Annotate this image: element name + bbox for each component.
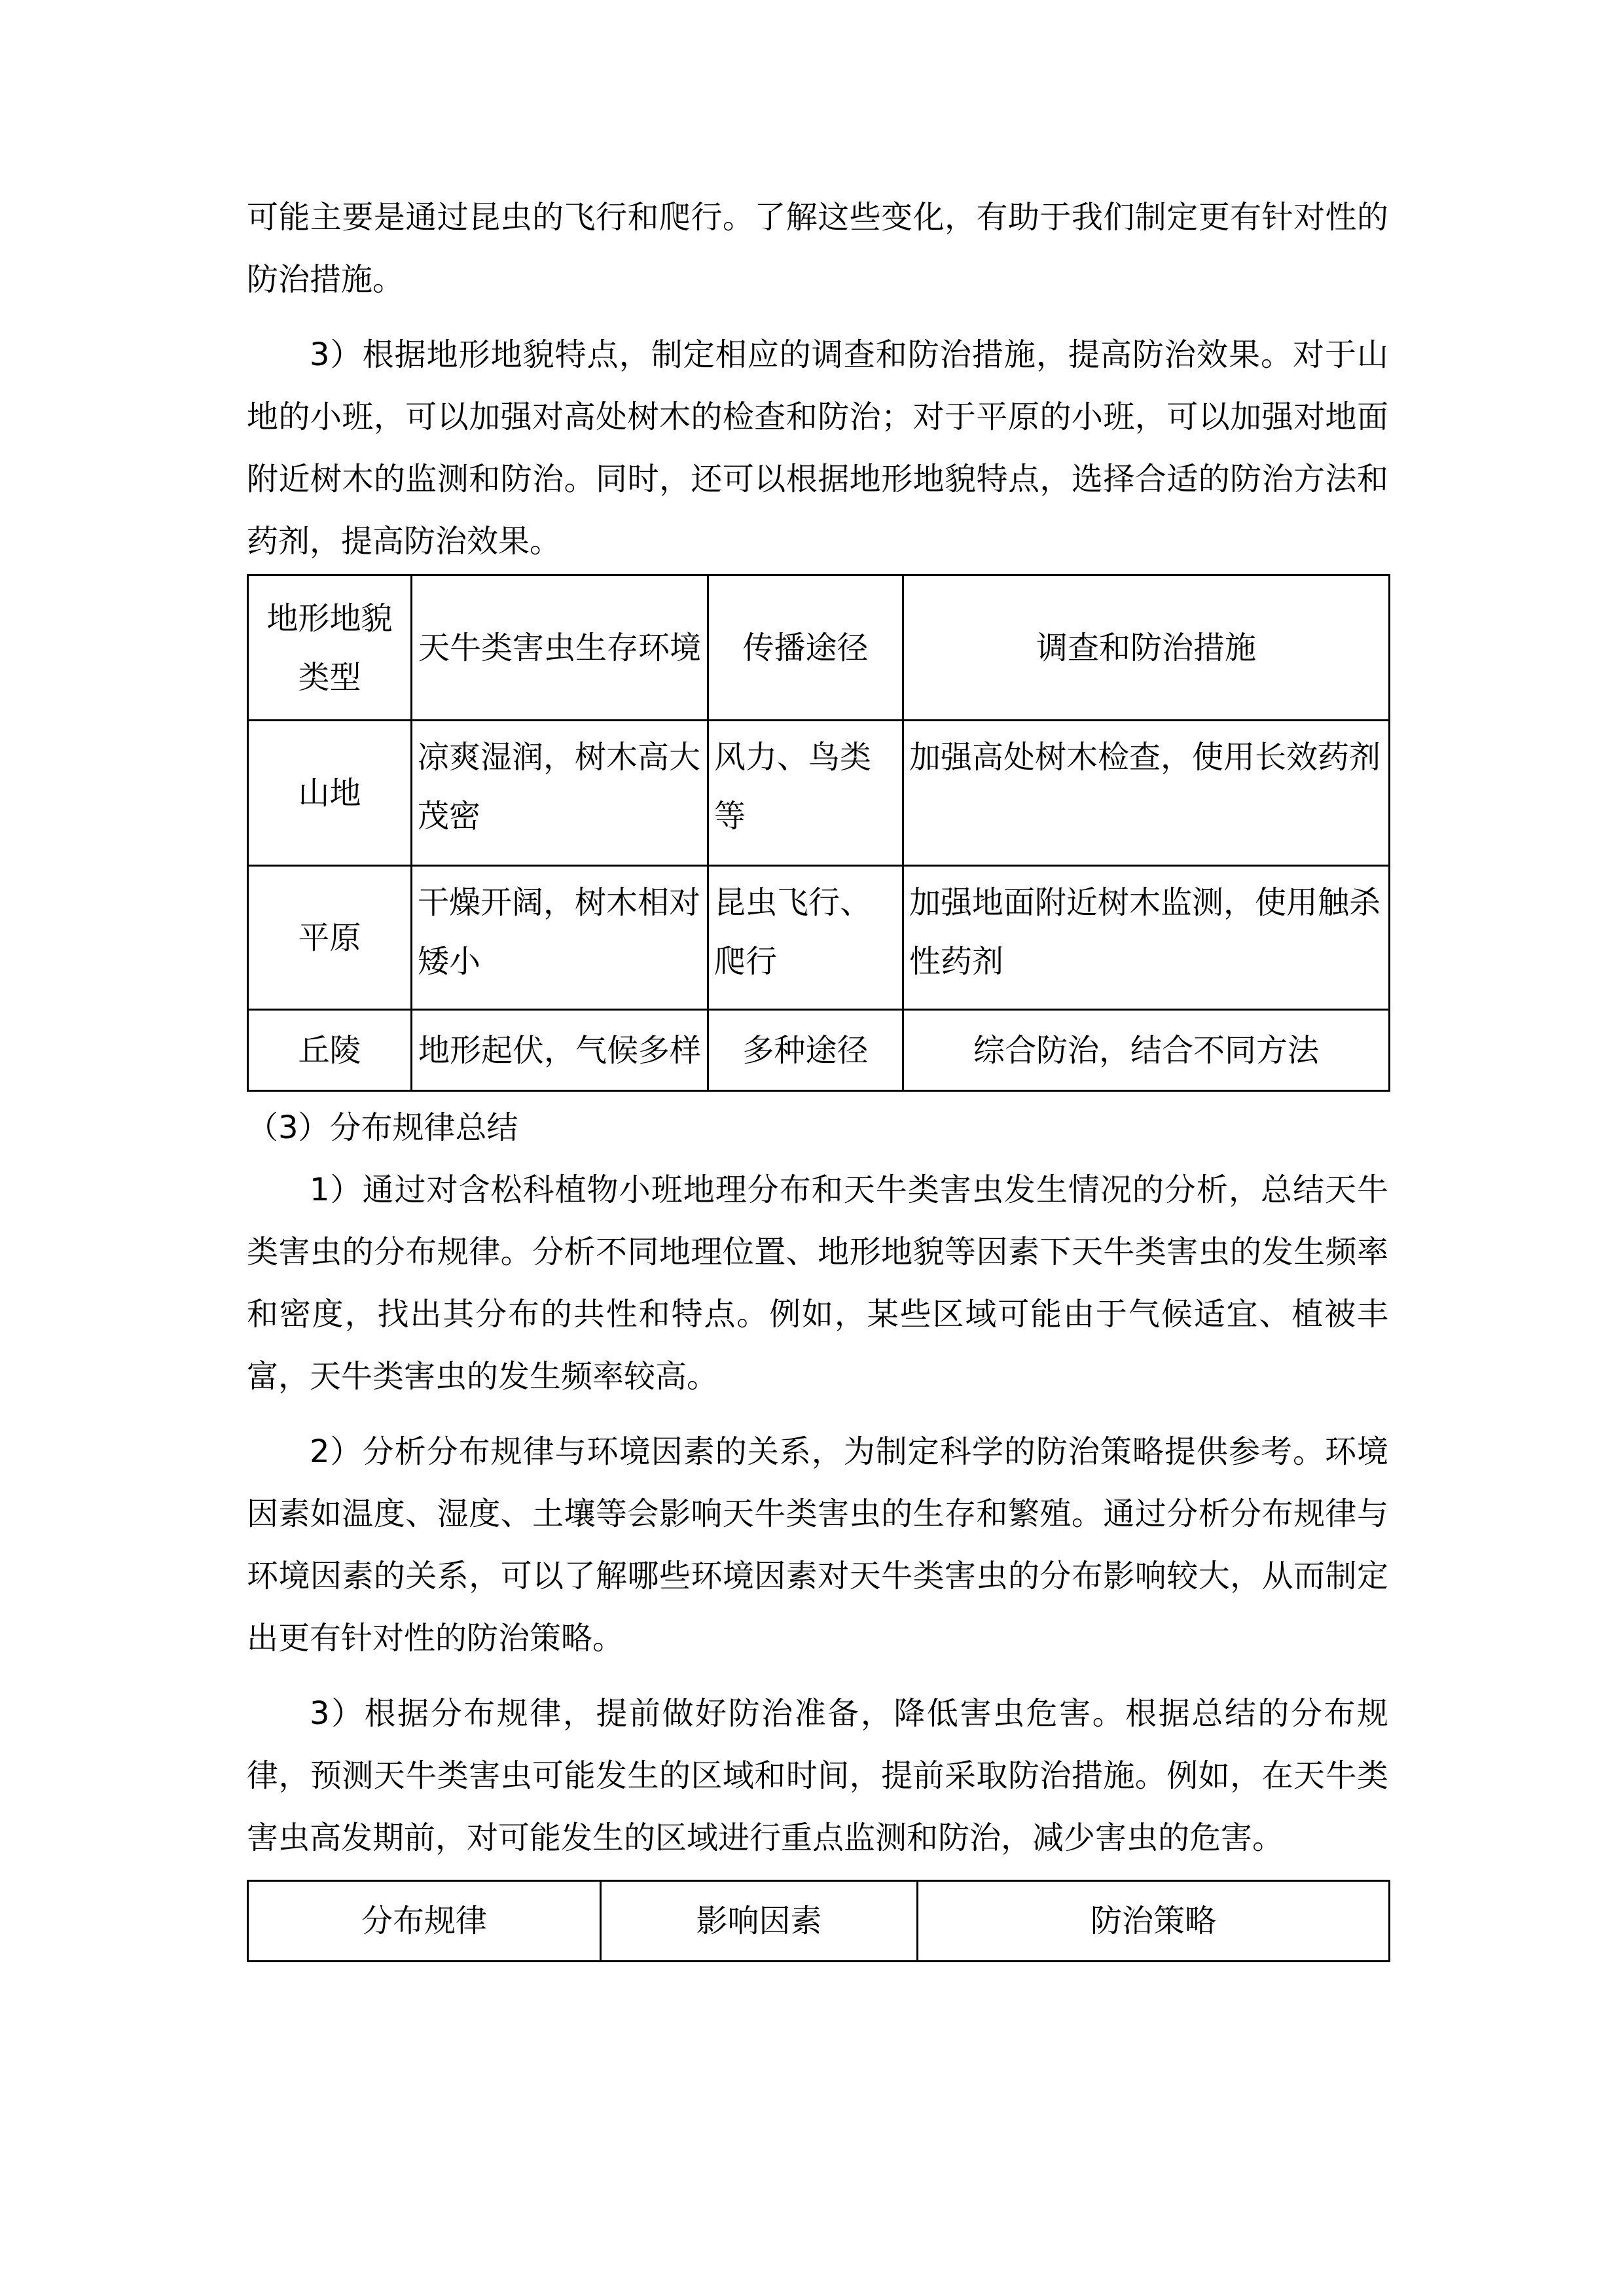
- table-header-cell: 防治策略: [918, 1881, 1390, 1962]
- terrain-table: [247, 574, 1390, 1092]
- distribution-table: [247, 1880, 1390, 1962]
- table-cell: 干燥开阔，树木相对矮小: [412, 866, 708, 1010]
- table-cell: 丘陵: [248, 1010, 412, 1091]
- table-header-cell: 地形地貌类型: [248, 575, 412, 721]
- paragraph-terrain-measures: 3）根据地形地貌特点，制定相应的调查和防治措施，提高防治效果。对于山地的小班，可以加强对高处树木的检查和防治；对于平原的小班，可以加强对地面附近树木的监测和防治。同时，还可以根据地形地貌特点，选择合适的防治方法和药剂，提高防治效果。: [247, 336, 1388, 560]
- table-cell: 凉爽湿润，树木高大茂密: [412, 721, 708, 866]
- table-row: [248, 866, 1390, 1010]
- paragraph-continuation: 可能主要是通过昆虫的飞行和爬行。了解这些变化，有助于我们制定更有针对性的防治措施。: [247, 199, 1388, 298]
- table-cell: 综合防治，结合不同方法: [903, 1010, 1390, 1091]
- table-cell: 风力、鸟类等: [708, 721, 903, 866]
- section-title: （3）分布规律总结: [247, 1109, 518, 1146]
- table-cell: 平原: [248, 866, 412, 1010]
- paragraph-summary-1: 1）通过对含松科植物小班地理分布和天牛类害虫发生情况的分析，总结天牛类害虫的分布规律。分析不同地理位置、地形地貌等因素下天牛类害虫的发生频率和密度，找出其分布的共性和特点。例如，某些区域可能由于气候适宜、植被丰富，天牛类害虫的发生频率较高。: [247, 1172, 1388, 1395]
- paragraph-summary-3: 3）根据分布规律，提前做好防治准备，降低害虫危害。根据总结的分布规律，预测天牛类害虫可能发生的区域和时间，提前采取防治措施。例如，在天牛类害虫高发期前，对可能发生的区域进行重点监测和防治，减少害虫的危害。: [247, 1695, 1388, 1856]
- table-header-cell: 调查和防治措施: [903, 575, 1390, 721]
- table-header-row: [248, 1881, 1390, 1962]
- table-cell: 多种途径: [708, 1010, 903, 1091]
- table-row: [248, 721, 1390, 866]
- table-header-row: [248, 575, 1390, 721]
- table-row: [248, 1010, 1390, 1091]
- table-header-cell: 分布规律: [248, 1881, 601, 1962]
- table-header-cell: 影响因素: [601, 1881, 918, 1962]
- table-header-cell: 传播途径: [708, 575, 903, 721]
- table-cell: 地形起伏，气候多样: [412, 1010, 708, 1091]
- table-cell: 加强高处树木检查，使用长效药剂: [903, 721, 1390, 866]
- table-cell: 昆虫飞行、爬行: [708, 866, 903, 1010]
- table-cell: 加强地面附近树木监测，使用触杀性药剂: [903, 866, 1390, 1010]
- document-page: [247, 187, 1388, 1962]
- paragraph-summary-2: 2）分析分布规律与环境因素的关系，为制定科学的防治策略提供参考。环境因素如温度、湿度、土壤等会影响天牛类害虫的生存和繁殖。通过分析分布规律与环境因素的关系，可以了解哪些环境因素对天牛类害虫的分布影响较大，从而制定出更有针对性的防治策略。: [247, 1433, 1388, 1657]
- table-cell: 山地: [248, 721, 412, 866]
- table-header-cell: 天牛类害虫生存环境: [412, 575, 708, 721]
